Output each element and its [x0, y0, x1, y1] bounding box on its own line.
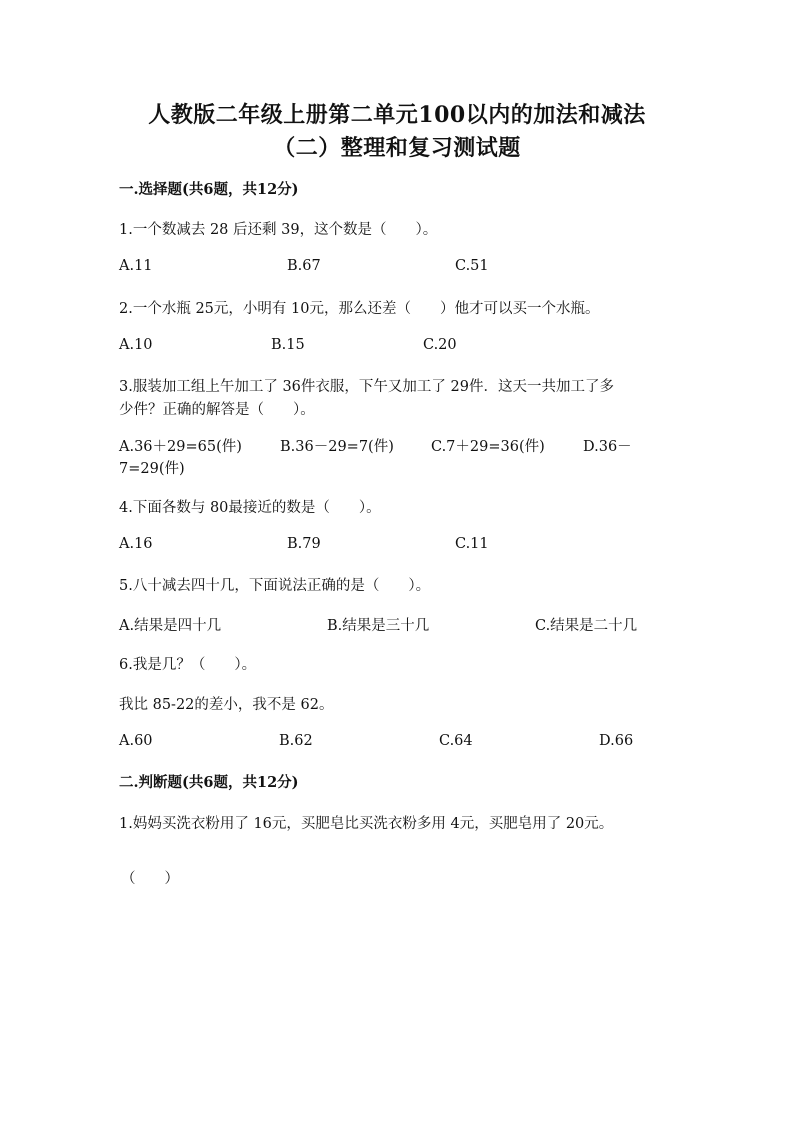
question-3-option-d-wrap: 7=29(件) — [119, 461, 185, 477]
question-6-option-d[interactable]: D.66 — [599, 733, 634, 749]
question-3-option-a[interactable]: A.36＋29=65(件) — [119, 439, 242, 455]
question-5-stem: 5.八十减去四十几，下面说法正确的是（ ）。 — [119, 578, 431, 594]
question-6-stem: 6.我是几？（ ）。 — [119, 657, 257, 673]
question-6-stem-line2: 我比 85-22的差小，我不是 62。 — [119, 697, 334, 713]
question-6-option-b[interactable]: B.62 — [279, 733, 313, 749]
question-3-option-c[interactable]: C.7＋29=36(件) — [431, 439, 545, 455]
question-3-stem-line2: 少件？正确的解答是（ ）。 — [119, 402, 315, 418]
question-1-option-c[interactable]: C.51 — [455, 258, 489, 274]
question-1-option-a[interactable]: A.11 — [119, 258, 153, 274]
question-5-option-b[interactable]: B.结果是三十几 — [327, 618, 430, 634]
question-4-stem: 4.下面各数与 80最接近的数是（ ）。 — [119, 500, 381, 516]
question-5-option-c[interactable]: C.结果是二十几 — [535, 618, 638, 634]
question-2-option-c[interactable]: C.20 — [423, 337, 457, 353]
document-title-line1: 人教版二年级上册第二单元100以内的加法和减法 — [148, 102, 646, 128]
section2-heading: 二.判断题(共6题，共12分) — [119, 774, 299, 791]
question-3-option-d[interactable]: D.36－ — [583, 439, 632, 455]
question-1-stem: 1.一个数减去 28 后还剩 39，这个数是（ ）。 — [119, 222, 438, 238]
judgement-1-stem: 1.妈妈买洗衣粉用了 16元，买肥皂比买洗衣粉多用 4元，买肥皂用了 20元。 — [119, 816, 614, 832]
question-2-option-b[interactable]: B.15 — [271, 337, 305, 353]
judgement-1-answer-blank[interactable]: （ ） — [121, 871, 179, 887]
question-6-option-c[interactable]: C.64 — [439, 733, 473, 749]
question-1-option-b[interactable]: B.67 — [287, 258, 321, 274]
question-3-option-b[interactable]: B.36－29=7(件) — [280, 439, 394, 455]
question-4-option-c[interactable]: C.11 — [455, 536, 489, 552]
question-3-stem-line1: 3.服装加工组上午加工了 36件衣服，下午又加工了 29件．这天一共加工了多 — [119, 379, 614, 395]
document-title-line2: （二）整理和复习测试题 — [273, 135, 521, 161]
question-4-option-b[interactable]: B.79 — [287, 536, 321, 552]
question-2-option-a[interactable]: A.10 — [119, 337, 153, 353]
section1-heading: 一.选择题(共6题，共12分) — [119, 181, 299, 198]
question-5-option-a[interactable]: A.结果是四十几 — [119, 618, 222, 634]
question-4-option-a[interactable]: A.16 — [119, 536, 153, 552]
question-2-stem: 2.一个水瓶 25元，小明有 10元，那么还差（ ）他才可以买一个水瓶。 — [119, 301, 600, 317]
question-6-option-a[interactable]: A.60 — [119, 733, 153, 749]
